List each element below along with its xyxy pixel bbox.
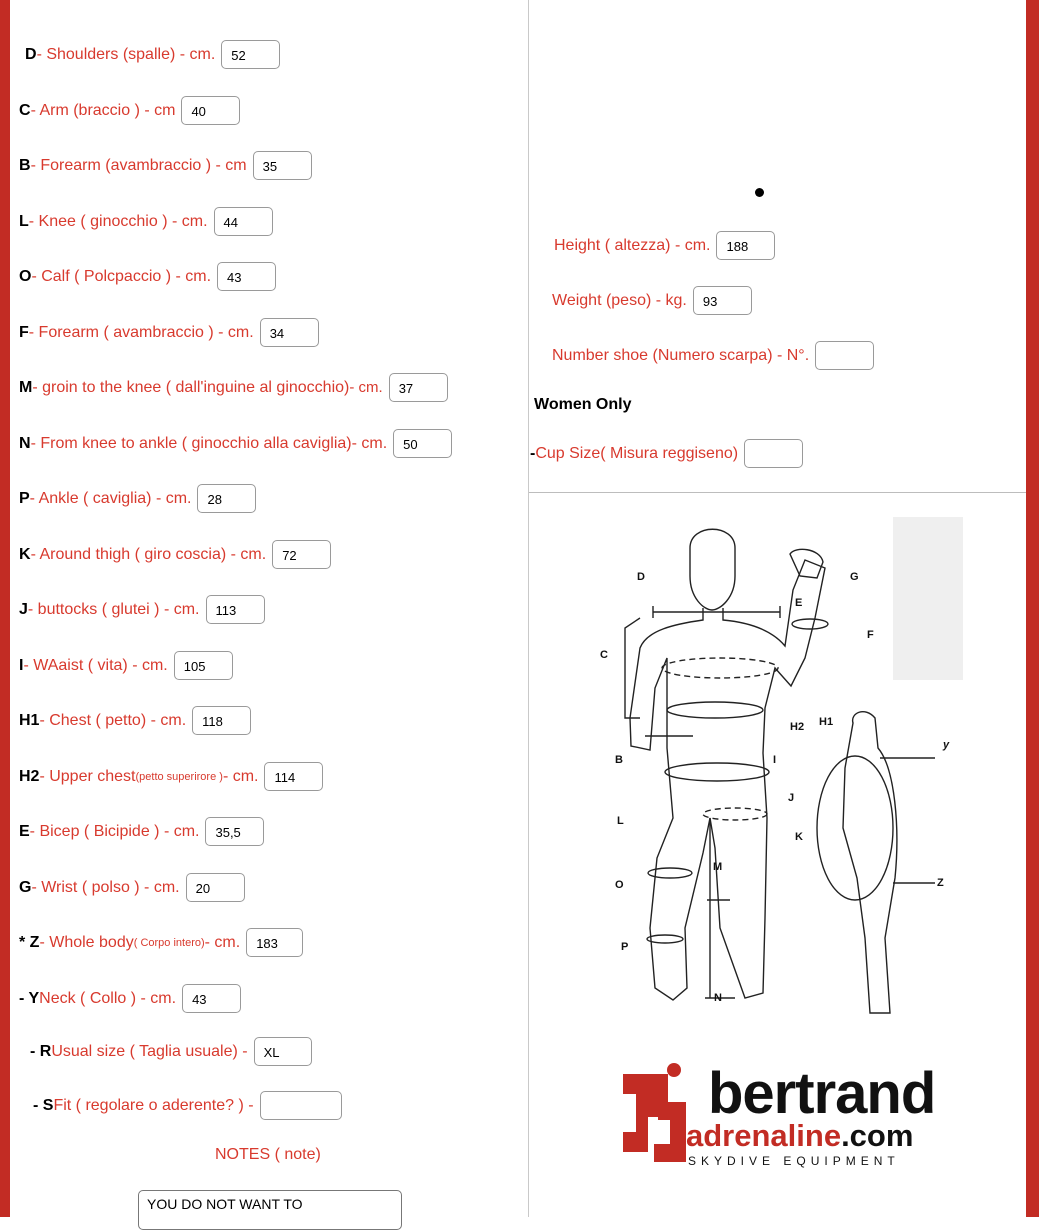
measurement-row-n: [19, 429, 452, 458]
bicep-ring: [792, 619, 828, 629]
measurement-row-y: [19, 984, 241, 1013]
fit-input[interactable]: [260, 1091, 342, 1120]
front-torso: [630, 560, 825, 1000]
measurement-label: - Knee ( ginocchio ) - cm.: [28, 212, 208, 230]
shoulders-input[interactable]: 52: [221, 40, 280, 69]
logo-mark-icon: [618, 1062, 690, 1167]
groin-knee-input[interactable]: 37: [389, 373, 448, 402]
chest-ring: [662, 658, 778, 678]
measurement-label: - buttocks ( glutei ) - cm.: [27, 600, 200, 618]
measurement-letter: B: [19, 156, 31, 174]
leg-measure-lines: [705, 818, 735, 998]
shoe-row: [552, 341, 874, 370]
measurement-label: - Ankle ( caviglia) - cm.: [29, 489, 192, 507]
measurement-suffix: - cm.: [349, 379, 383, 396]
label-n: N: [714, 992, 722, 1004]
measurement-label: - groin to the knee ( dall'inguine al ginocchio): [32, 378, 350, 396]
measurement-suffix: - cm.: [351, 434, 388, 452]
measurement-letter: H2: [19, 767, 40, 785]
measurement-letter: K: [19, 545, 31, 563]
measurement-row-c: [19, 96, 240, 125]
measurement-row-o: [19, 262, 276, 291]
measurement-row-k: [19, 540, 331, 569]
measurement-label: - WAaist ( vita) - cm.: [23, 656, 168, 674]
calf-ring: [648, 868, 692, 878]
logo-word-adrenaline: [686, 1120, 913, 1152]
bicep-input[interactable]: 35,5: [205, 817, 264, 846]
cup-label: Cup Size( Misura reggiseno): [535, 444, 739, 462]
measurement-label: - Whole body: [39, 933, 134, 951]
front-fist: [790, 549, 823, 578]
label-o: O: [615, 879, 624, 891]
notes-textarea[interactable]: YOU DO NOT WANT TO: [138, 1190, 402, 1230]
measurement-letter: F: [19, 323, 29, 341]
measurement-row-m: [19, 373, 448, 402]
knee-ankle-input[interactable]: 50: [393, 429, 452, 458]
waist-ring: [667, 702, 763, 718]
measurement-row-g: [19, 873, 245, 902]
measurement-letter: E: [19, 822, 30, 840]
measurement-row-z: [19, 928, 303, 957]
buttocks-input[interactable]: 113: [206, 595, 265, 624]
shoulder-line: [653, 606, 780, 618]
shoe-label: Number shoe (Numero scarpa) - N°.: [552, 346, 810, 364]
measurement-row-b: [19, 151, 312, 180]
measurement-note: ( Corpo intero): [133, 936, 205, 949]
forearm-input[interactable]: 35: [253, 151, 312, 180]
measurement-label: - Chest ( petto) - cm.: [39, 711, 187, 729]
neck-input[interactable]: 43: [182, 984, 241, 1013]
cup-size-input[interactable]: [744, 439, 803, 468]
measurement-letter: - Y: [19, 989, 40, 1007]
measurement-label: - Wrist ( polso ) - cm.: [31, 878, 180, 896]
bullet-dot: [755, 188, 764, 197]
front-head: [690, 529, 735, 610]
measurement-letter: - S: [33, 1096, 54, 1114]
forearm-lower-input[interactable]: 34: [260, 318, 319, 347]
measurement-row-f: [19, 318, 319, 347]
measurement-suffix: - cm.: [204, 933, 241, 951]
label-f: F: [867, 629, 874, 641]
measurement-row-l: [19, 207, 273, 236]
section-divider: [529, 492, 1026, 493]
measurement-letter: P: [19, 489, 30, 507]
measurement-letter: - R: [30, 1042, 52, 1060]
shoe-input[interactable]: [815, 341, 874, 370]
label-c: C: [600, 649, 608, 661]
measurement-label: - From knee to ankle ( ginocchio alla caviglia): [30, 434, 352, 452]
label-b: B: [615, 754, 623, 766]
weight-input[interactable]: 93: [693, 286, 752, 315]
chest-input[interactable]: 118: [192, 706, 251, 735]
upper-chest-input[interactable]: 114: [264, 762, 323, 791]
arm-input[interactable]: 40: [181, 96, 240, 125]
height-label: Height ( altezza) - cm.: [554, 236, 711, 254]
measurement-letter: C: [19, 101, 31, 119]
label-i: I: [773, 754, 777, 766]
measurement-label: - Calf ( Polcpaccio ) - cm.: [31, 267, 212, 285]
measurement-letter: J: [19, 600, 28, 618]
bertrand-adrenaline-logo: [618, 1062, 938, 1172]
label-y: y: [943, 739, 950, 751]
whole-body-input[interactable]: 183: [246, 928, 303, 957]
logo-dotcom-text: .com: [841, 1118, 914, 1153]
measurement-letter: L: [19, 212, 29, 230]
calf-input[interactable]: 43: [217, 262, 276, 291]
measurement-letter: N: [19, 434, 31, 452]
thigh-input[interactable]: 72: [272, 540, 331, 569]
measurement-row-d: [25, 40, 280, 69]
label-z: Z: [937, 877, 944, 889]
ankle-input[interactable]: 28: [197, 484, 256, 513]
column-divider: [528, 0, 529, 1217]
usual-size-input[interactable]: XL: [254, 1037, 312, 1066]
measurement-row-h2: [19, 762, 323, 791]
measurement-letter: D: [25, 45, 37, 63]
measurement-row-h1: [19, 706, 251, 735]
measurement-letter: I: [19, 656, 24, 674]
height-input[interactable]: 188: [716, 231, 775, 260]
measurement-letter: H1: [19, 711, 40, 729]
measurement-row-j: [19, 595, 265, 624]
label-e: E: [795, 597, 803, 609]
measurement-label: - Arm (braccio ) - cm: [30, 101, 176, 119]
label-k: K: [795, 831, 803, 843]
measurement-label: - Upper chest: [39, 767, 136, 785]
measurement-label: - Shoulders (spalle) - cm.: [36, 45, 216, 63]
measurement-label: - Forearm ( avambraccio ) - cm.: [28, 323, 254, 341]
notes-label: NOTES ( note): [215, 1146, 321, 1163]
measurement-row-p: [19, 484, 256, 513]
height-row: [554, 231, 775, 260]
label-p: P: [621, 941, 629, 953]
measurement-label: - Forearm (avambraccio ) - cm: [30, 156, 247, 174]
measurement-row-i: [19, 651, 233, 680]
measurement-letter: O: [19, 267, 32, 285]
measurement-letter: G: [19, 878, 32, 896]
label-g: G: [850, 571, 859, 583]
right-red-border: [1026, 0, 1039, 1217]
left-red-border: [0, 0, 10, 1217]
logo-adrenaline-text: adrenaline: [686, 1118, 842, 1153]
measurement-row-e: [19, 817, 264, 846]
thigh-ring: [703, 808, 767, 820]
women-only-heading: Women Only: [534, 396, 632, 413]
measurement-row-s: [33, 1091, 342, 1120]
label-h2: H2: [790, 721, 805, 733]
label-j: J: [788, 792, 795, 804]
hip-ring: [665, 763, 769, 781]
label-l: L: [617, 815, 624, 827]
logo-word-bertrand: bertrand: [708, 1061, 936, 1126]
logo-tagline: SKYDIVE EQUIPMENT: [688, 1154, 900, 1168]
measurement-note: (petto superirore ): [135, 770, 223, 783]
cup-row: [530, 439, 803, 468]
side-body-ring: [817, 756, 893, 900]
label-h1: H1: [819, 716, 834, 728]
measurement-label: Usual size ( Taglia usuale) -: [51, 1042, 248, 1060]
weight-label: Weight (peso) - kg.: [552, 291, 687, 309]
wrist-input[interactable]: 20: [186, 873, 245, 902]
label-m: M: [713, 861, 723, 873]
waist-input[interactable]: 105: [174, 651, 233, 680]
weight-row: [552, 286, 752, 315]
knee-input[interactable]: 44: [214, 207, 273, 236]
body-measurement-diagram: [595, 518, 955, 1038]
ankle-ring: [647, 935, 683, 943]
measurement-label: - Around thigh ( giro coscia) - cm.: [30, 545, 267, 563]
measurement-letter: M: [19, 378, 33, 396]
measurement-label: Fit ( regolare o aderente? ) -: [53, 1096, 254, 1114]
measurement-row-r: [30, 1037, 312, 1066]
measurement-letter: * Z: [19, 933, 40, 951]
label-d: D: [637, 571, 645, 583]
cup-prefix: -: [530, 444, 536, 462]
measurement-suffix: - cm.: [222, 767, 259, 785]
measurement-label: Neck ( Collo ) - cm.: [39, 989, 177, 1007]
measurement-label: - Bicep ( Bicipide ) - cm.: [29, 822, 200, 840]
